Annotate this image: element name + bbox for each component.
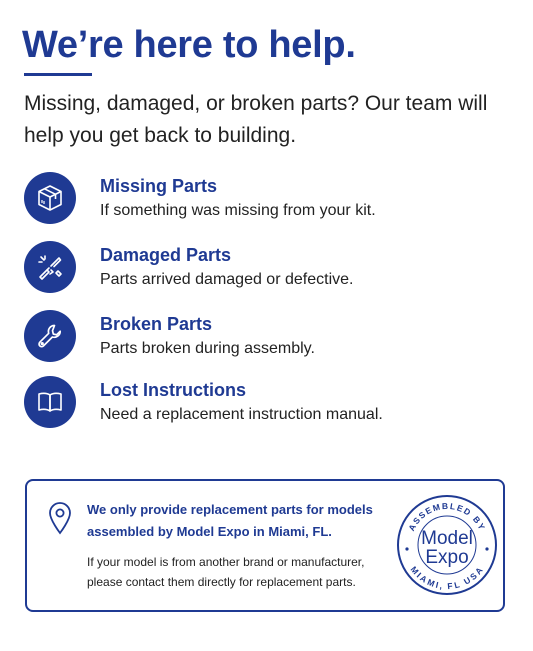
issue-lost-instructions — [24, 376, 514, 432]
issue-title: Damaged Parts — [100, 245, 232, 265]
issue-missing-parts — [24, 172, 514, 228]
issue-title: Lost Instructions — [100, 380, 247, 400]
issue-title: Broken Parts — [100, 314, 213, 334]
model-expo-seal — [395, 493, 499, 597]
broken-tool-icon — [24, 241, 76, 293]
notice-emphasis: We only provide replacement parts for models assembled by Model Expo in Miami, FL. — [87, 502, 373, 539]
issue-description: If something was missing from your kit. — [100, 202, 376, 219]
notice-box — [25, 479, 505, 612]
box-icon — [24, 172, 76, 224]
seal-line1: Model — [421, 528, 473, 549]
page-title: We’re here to help. — [22, 24, 356, 66]
intro-text: Missing, damaged, or broken parts? Our team will help you get back to building. — [24, 92, 488, 147]
seal-line2: Expo — [425, 547, 469, 568]
seal-top-text: ASSEMBLED BY — [406, 500, 488, 533]
issue-description: Need a replacement instruction manual. — [100, 406, 383, 423]
issue-damaged-parts — [24, 241, 514, 297]
location-pin-icon — [47, 501, 73, 535]
seal-bottom-text: MIAMI, FL USA — [408, 564, 486, 592]
title-underline — [24, 73, 92, 76]
notice-text: If your model is from another brand or manufacturer, please contact them directly for replacement parts. — [87, 555, 365, 589]
wrench-icon — [24, 310, 76, 362]
issue-broken-parts — [24, 310, 514, 366]
open-book-icon — [24, 376, 76, 428]
issue-description: Parts arrived damaged or defective. — [100, 271, 354, 288]
issue-description: Parts broken during assembly. — [100, 340, 315, 357]
issue-title: Missing Parts — [100, 176, 218, 196]
